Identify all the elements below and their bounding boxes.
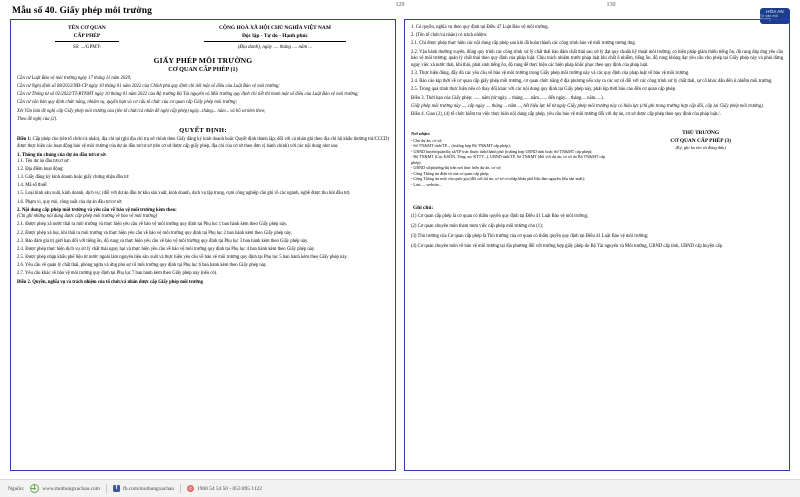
divider xyxy=(204,41,345,42)
source-label: Nguồn: xyxy=(8,485,25,492)
preamble-4: Xét Văn bản đề nghị cấp Giấy phép môi trường của (tên tổ chức/cá nhân đề nghị cấp phép) ngày...tháng... năm... và hồ sơ kèm theo; xyxy=(17,108,266,114)
note-item-2: (3) Thủ trưởng của Cơ quan cấp phép là Thủ trưởng của cơ quan có thẩm quyền quy định tại Điều 41 Luật Bảo vệ môi trường; xyxy=(411,233,649,239)
divider xyxy=(180,484,181,493)
article-2: Điều 2. Quyền, nghĩa vụ và trách nhiệm của tổ chức/cá nhân được cấp Giấy phép môi trường xyxy=(17,279,203,285)
section-2-note: (Chỉ ghi những nội dung được cấp phép môi trường về bảo vệ môi trường) xyxy=(17,214,158,220)
national-line-2: Độc lập - Tự do - Hạnh phúc xyxy=(241,32,308,39)
section-2-item-2: 2.3. Bảo đảm giá trị giới hạn đối với tiếng ồn, độ rung và thực hiện yêu cầu về bảo vệ môi trường quy định tại Phụ lục 3 ban hành kèm theo Giấy phép này. xyxy=(17,238,309,244)
section-2-item-4: 2.5. Được phép nhập khẩu phế liệu từ nước ngoài làm nguyên liệu sản xuất và thực hiện yêu cầu về bảo vệ môi trường quy định tại Phụ lục 5 ban hành kèm theo Giấy phép này. xyxy=(17,255,348,261)
brand-logo-text: HÒA AN xyxy=(766,9,784,15)
decision-heading: QUYẾT ĐỊNH: xyxy=(179,127,227,135)
preamble-2: Căn cứ Thông tư số 02/2022/TT-BTNMT ngày 10 tháng 01 năm 2022 của Bộ trưởng Bộ Tài nguyên và Môi trường quy định chi tiết thi hành một số điều của Luật Bảo vệ môi trường; xyxy=(17,92,359,98)
recipients-block xyxy=(411,131,612,188)
right-item-1: 2. (Tên tổ chức/cá nhân) có trách nhiệm: xyxy=(411,33,488,39)
preamble-0: Căn cứ Luật Bảo vệ môi trường ngày 17 tháng 11 năm 2020; xyxy=(17,75,132,81)
agency-line-1: TÊN CƠ QUAN xyxy=(68,25,106,31)
note-item-0: (1) Cơ quan cấp phép là cơ quan có thẩm quyền quy định tại Điều 41 Luật Bảo vệ môi trường; xyxy=(411,214,589,220)
section-1-item-2: 1.3. Giấy đăng ký kinh doanh hoặc giấy chứng nhận đầu tư: xyxy=(17,175,130,181)
section-2-item-6: 2.7. Yêu cầu khác về bảo vệ môi trường quy định tại Phụ lục 7 ban hành kèm theo Giấy phép này (nếu có). xyxy=(17,271,218,277)
divider xyxy=(55,41,119,42)
agency-line-2: CẤP PHÉP xyxy=(73,32,101,39)
letterhead xyxy=(17,25,389,52)
footer-phone[interactable] xyxy=(187,485,262,492)
phone-number: 1900 54 54 50 - 053 895 1122 xyxy=(197,485,262,492)
footer-facebook[interactable] xyxy=(113,485,174,492)
section-2-item-5: 2.6. Yêu cầu về quản lý chất thải, phòng ngừa và ứng phó sự cố môi trường quy định tại Phụ lục 6 ban hành kèm theo Giấy phép này. xyxy=(17,263,268,269)
divider xyxy=(106,484,107,493)
permit-title: GIẤY PHÉP MÔI TRƯỜNG xyxy=(153,55,253,65)
note-item-1: (2) Cơ quan chuyên môn tham mưu việc cấp phép môi trường cho (1); xyxy=(411,224,544,230)
section-1-item-0: 1.1. Tên dự án đầu tư/cơ sở: xyxy=(17,158,70,164)
facebook-url: fb.com/mothungxachau xyxy=(122,485,174,492)
recipient-5: - Công Thông tin điện tử của cơ quan cấp phép; xyxy=(411,170,490,176)
signer-instruction: (Ký, ghi họ tên và đóng dấu) xyxy=(675,144,726,150)
right-item-5: 2.4. Báo cáo kịp thời về cơ quan cấp giấy phép môi trường, cơ quan chức năng ở địa phương nếu xảy ra các sự cố đối với các công trình xử lý chất thải, sự cố khác dẫn đến ô nhiễm môi trường. xyxy=(411,79,773,85)
signature-block xyxy=(618,127,783,188)
article-1-label: Điều 1: xyxy=(17,137,32,143)
brand-logo-subtext: Tư vấn môi trường xyxy=(760,13,779,22)
footer-bar xyxy=(0,479,800,497)
signer-title-line-1: THỦ TRƯỞNG xyxy=(682,129,720,136)
signature-area xyxy=(411,127,783,188)
recipient-4: - UBND xã/phường/thị trấn nơi thực hiện dự án, cơ sở; xyxy=(411,165,502,171)
article-1 xyxy=(17,137,389,150)
article-1-text: Cấp phép cho (tên tổ chức/cá nhân), địa chỉ tại (ghi địa chỉ trụ sở chính theo Giấy đăng ký kinh doanh hoặc Quyết định thành lập; đối với cá nhân ghi theo địa chỉ hộ khẩu thường trú/CCCD) được thực hiện các hoạt động bảo vệ môi trường của dự án đầu tư/cơ sở (tên cơ sở được cấp giấy phép, địa chỉ của cơ sở theo đơn vị hành chính) với các nội dung như sau: xyxy=(17,137,390,150)
footer-source xyxy=(8,486,24,492)
globe-icon xyxy=(30,484,39,493)
note-item-3: (4) Cơ quan chuyên môn về bảo vệ môi trường tại địa phương đối với trường hợp giấy phép do Bộ Tài nguyên và Môi trường, UBND cấp tỉnh, UBND cấp huyện cấp. xyxy=(411,243,724,249)
right-page xyxy=(404,19,790,471)
right-item-9: Điều 4. Giao (2), (4) tổ chức kiểm tra việc thực hiện nội dung cấp phép, yêu cầu bảo vệ môi trường đối với dự án, cơ sở được cấp phép theo quy định của pháp luật./. xyxy=(411,111,721,117)
left-page xyxy=(10,19,396,471)
page-number-right: 130 xyxy=(606,2,616,8)
notes-block xyxy=(411,205,783,250)
recipient-1: - Sở TN&MT tỉnh/TP..., (trường hợp Bộ TN&MT cấp phép); xyxy=(411,143,511,149)
recipient-2: - UBND huyện/quận/thị xã/TP trực thuộc tỉnh/thành phố (trường hợp UBND tỉnh hoặc Sở TN&MT cấp phép); xyxy=(411,148,593,154)
facebook-icon: f xyxy=(113,485,120,492)
website-url: www.mothungxachau.com xyxy=(42,485,100,492)
recipient-7: - Lưu:..., website... xyxy=(411,181,442,187)
page-title: Mẫu số 40. Giấy phép môi trường xyxy=(12,6,152,16)
preamble-1: Căn cứ Nghị định số 08/2022/NĐ-CP ngày 10 tháng 01 năm 2022 của Chính phủ quy định chi tiết một số điều của Luật Bảo vệ môi trường; xyxy=(17,84,280,90)
right-item-0: 1. Có quyền, nghĩa vụ theo quy định tại Điều 47 Luật Bảo vệ môi trường. xyxy=(411,25,549,30)
national-line-1: CỘNG HOÀ XÃ HỘI CHỦ NGHĨA VIỆT NAM xyxy=(218,25,331,31)
document-number: Số: .../GPMT- xyxy=(72,45,101,51)
recipient-3: - Bộ TN&MT (Cục KSÔN, Tổng cục KTTV...), UBND tỉnh/TP, Sở TN&MT (đối với dự án, cơ sở do Bộ TN&MT cấp phép); xyxy=(411,154,606,165)
section-2-item-3: 2.4. Được phép thực hiện dịch vụ xử lý chất thải nguy hại và thực hiện yêu cầu về bảo vệ môi trường quy định tại Phụ lục 4 ban hành kèm theo Giấy phép này. xyxy=(17,246,316,252)
section-2-title: 2. Nội dung cấp phép môi trường và yêu cầu về bảo vệ môi trường kèm theo: xyxy=(17,208,177,214)
recipient-0: - Chủ dự án, cơ sở; xyxy=(411,137,443,143)
signer-title-line-2: CƠ QUAN CẤP PHÉP (3) xyxy=(670,137,731,144)
place-date: (Địa danh), ngày .... tháng .... năm ... xyxy=(237,45,313,51)
recipients-title: Nơi nhận: xyxy=(411,130,431,136)
section-2-item-1: 2.2. Được phép xả bụi, khí thải ra môi trường và thực hiện yêu cầu về bảo vệ môi trường quy định tại Phụ lục 2 ban hành kèm theo Giấy phép này. xyxy=(17,230,293,236)
page-number-left: 129 xyxy=(395,2,405,8)
notes-title: Ghi chú: xyxy=(413,205,434,212)
section-1-item-5: 1.6. Phạm vi, quy mô, công suất của dự án đầu tư/cơ sở: xyxy=(17,199,123,205)
right-item-3: 2.2. Vận hành thường xuyên, đúng quy trình các công trình xử lý chất thải bảo đảm chất thải sau xử lý đạt quy chuẩn kỹ thuật môi trường; có biện pháp giảm thiểu tiếng ồn, độ rung đáp ứng yêu cầu bảo vệ môi trường; quản lý chất thải theo quy định của pháp luật. Chịu trách nhiệm trước pháp luật khi chất ô nhiễm, tiếng ồn, độ rung không đạt yêu cầu cho phép tại Giấy phép này và phải dừng ngay việc xả nước thải, khí thải, phát sinh tiếng ồn, độ rung để thực hiện các biện pháp khắc phục theo quy định của pháp luật. xyxy=(411,49,783,68)
right-item-2: 2.1. Chỉ được phép thực hiện các nội dung cấp phép sau khi đã hoàn thành các công trình bảo vệ môi trường tương ứng. xyxy=(411,41,636,47)
permit-subtitle: CƠ QUAN CẤP PHÉP (1) xyxy=(168,65,238,73)
phone-icon: ✆ xyxy=(188,486,193,491)
section-1-item-1: 1.2. Địa điểm hoạt động: xyxy=(17,166,64,172)
section-1-item-4: 1.5. Loại hình sản xuất, kinh doanh, dịch vụ: (đối với dự án đầu tư khu sản xuất, kinh doanh, dịch vụ tập trung, cụm công nghiệp cần ghi rõ các ngành, nghề được thu hút đầu tư). xyxy=(17,191,351,197)
preamble-3: Căn cứ văn bản quy định chức năng, nhiệm vụ, quyền hạn và cơ cấu tổ chức của cơ quan cấp Giấy phép môi trường; xyxy=(17,100,238,106)
section-1-item-3: 1.4. Mã số thuế: xyxy=(17,183,48,189)
footer-website[interactable] xyxy=(30,484,100,493)
two-column-layout xyxy=(10,19,790,471)
right-body xyxy=(411,25,783,119)
issuing-agency-block xyxy=(17,25,157,52)
right-item-6: 2.5. Trong quá trình thực hiện nếu có thay đổi khác với các nội dung quy định tại Giấy phép này, phải kịp thời báo cáo đến cơ quan cấp phép. xyxy=(411,87,677,93)
right-item-7: Điều 3. Thời hạn của Giấy phép: ...... năm (từ ngày.... tháng...... năm....... đến ngày.... tháng.... năm.....). xyxy=(411,95,604,101)
recipient-6: - Công Thông tin một cửa quốc gia (đối với dự án, cơ sở có nhập khẩu phế liệu làm nguyên liệu sản xuất); xyxy=(411,176,585,182)
section-1-title: 1. Thông tin chung của dự án đầu tư/cơ sở: xyxy=(17,152,107,158)
national-heading-block xyxy=(161,25,389,52)
preamble-5: Theo đề nghị của (2). xyxy=(17,116,58,122)
right-item-8: Giấy phép môi trường này ..., cấp ngày .... tháng ... năm ..., hết hiệu lực kể từ ngày Giấy phép môi trường này có hiệu lực (chỉ ghi trong trường hợp cấp đổi, cấp lại Giấy phép môi trường). xyxy=(411,103,764,109)
section-2-item-0: 2.1. Được phép xả nước thải ra môi trường và thực hiện yêu cầu về bảo vệ môi trường quy định tại Phụ lục 1 ban hành kèm theo Giấy phép này. xyxy=(17,222,288,228)
right-item-4: 2.3. Thực hiện đúng, đầy đủ các yêu cầu về bảo vệ môi trường trong Giấy phép môi trường này và các quy định của pháp luật về bảo vệ môi trường. xyxy=(411,71,690,77)
